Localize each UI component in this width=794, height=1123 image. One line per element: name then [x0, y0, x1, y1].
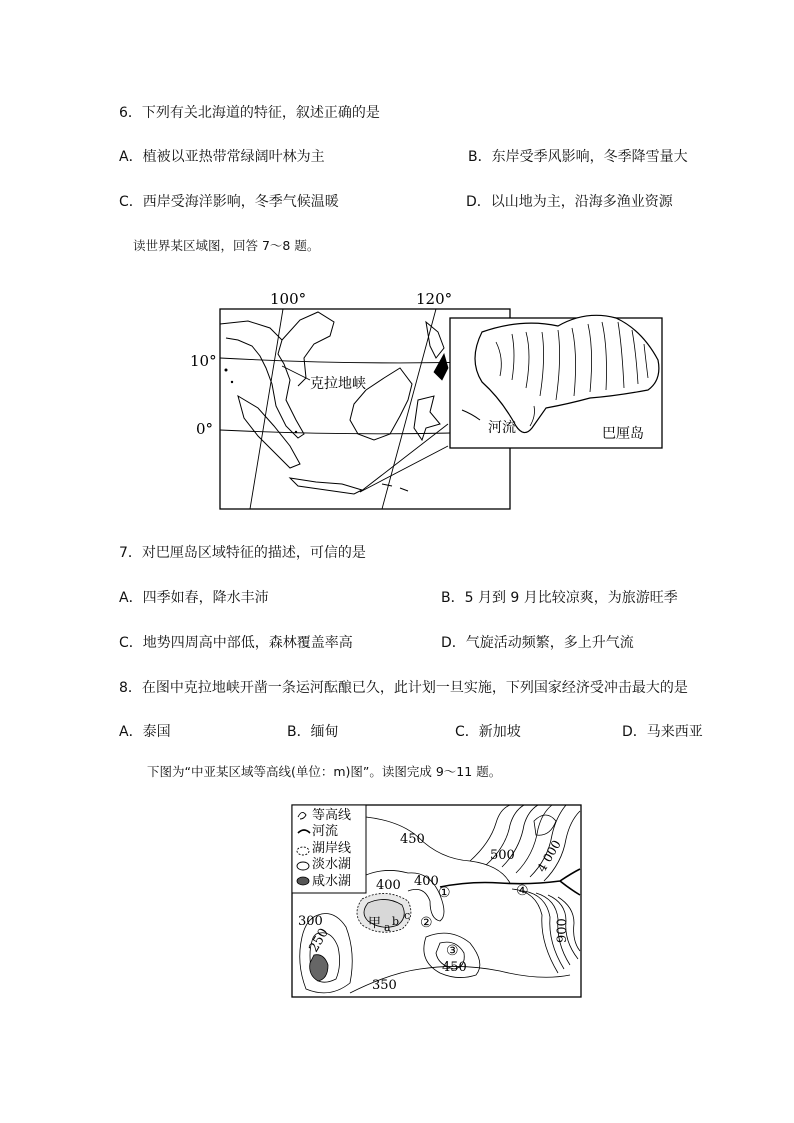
kra-isthmus-label: 克拉地峡 [310, 376, 366, 392]
point-a: a [384, 921, 391, 934]
lat-10-label: 10° [190, 352, 217, 370]
q8-stem: 8．在图中克拉地峡开凿一条运河酝酿已久，此计划一旦实施，下列国家经济受冲击最大的是 [119, 680, 688, 696]
q6-option-c: C．西岸受海洋影响，冬季气候温暖 [119, 194, 339, 210]
q8-option-c: C．新加坡 [455, 724, 521, 740]
southeast-asia-map [186, 288, 666, 513]
contour-label-500: 500 [490, 848, 515, 863]
q7-option-a: A．四季如春，降水丰沛 [119, 590, 269, 606]
q8-option-b: B．缅甸 [287, 724, 339, 740]
contour-label-400-left: 400 [376, 878, 401, 893]
marker-1: ① [438, 885, 451, 901]
intro-9-11: 下图为“中亚某区域等高线(单位：m)图”。读图完成 9～11 题。 [147, 764, 502, 779]
legend-salt-lake: 咸水湖 [312, 874, 352, 889]
contour-label-250: 250 [306, 925, 332, 955]
marker-3: ③ [446, 943, 459, 959]
q7-stem: 7．对巴厘岛区域特征的描述，可信的是 [119, 545, 366, 561]
marker-2: ② [420, 915, 433, 931]
marker-4: ④ [516, 883, 529, 899]
legend-contour: 等高线 [312, 808, 352, 823]
q7-option-d: D．气旋活动频繁，多上升气流 [441, 635, 634, 651]
q7-option-b: B．5 月到 9 月比较凉爽，为旅游旺季 [441, 590, 678, 606]
point-c: c [404, 909, 411, 922]
lon-100-label: 100° [270, 290, 307, 308]
contour-label-900: 900 [555, 918, 570, 943]
contour-label-450-bottom: 450 [442, 960, 467, 975]
legend-freshwater-lake: 淡水湖 [312, 857, 352, 872]
lat-0-label: 0° [196, 420, 214, 438]
central-asia-contour-map [290, 803, 586, 1001]
lon-120-label: 120° [416, 290, 453, 308]
legend-river: 河流 [312, 824, 339, 839]
intro-7-8: 读世界某区域图，回答 7～8 题。 [133, 238, 320, 253]
contour-label-350: 350 [372, 978, 397, 993]
contour-label-450-top: 450 [400, 832, 425, 847]
q7-option-c: C．地势四周高中部低，森林覆盖率高 [119, 635, 353, 651]
legend-lakeshore: 湖岸线 [312, 841, 352, 856]
point-b: b [392, 915, 400, 928]
q8-option-d: D．马来西亚 [622, 724, 703, 740]
q6-stem: 6．下列有关北海道的特征，叙述正确的是 [119, 105, 380, 121]
contour-label-400-mid: 400 [414, 874, 439, 889]
bali-label: 巴厘岛 [602, 426, 644, 442]
q6-option-a: A．植被以亚热带常绿阔叶林为主 [119, 149, 325, 165]
q6-option-b: B．东岸受季风影响，冬季降雪量大 [468, 149, 688, 165]
label-jia: 甲 [368, 916, 382, 931]
contour-label-4000: 4 000 [534, 837, 564, 875]
river-label: 河流 [488, 420, 516, 436]
q8-option-a: A．泰国 [119, 724, 171, 740]
contour-label-300: 300 [298, 914, 323, 929]
q6-option-d: D．以山地为主，沿海多渔业资源 [466, 194, 673, 210]
